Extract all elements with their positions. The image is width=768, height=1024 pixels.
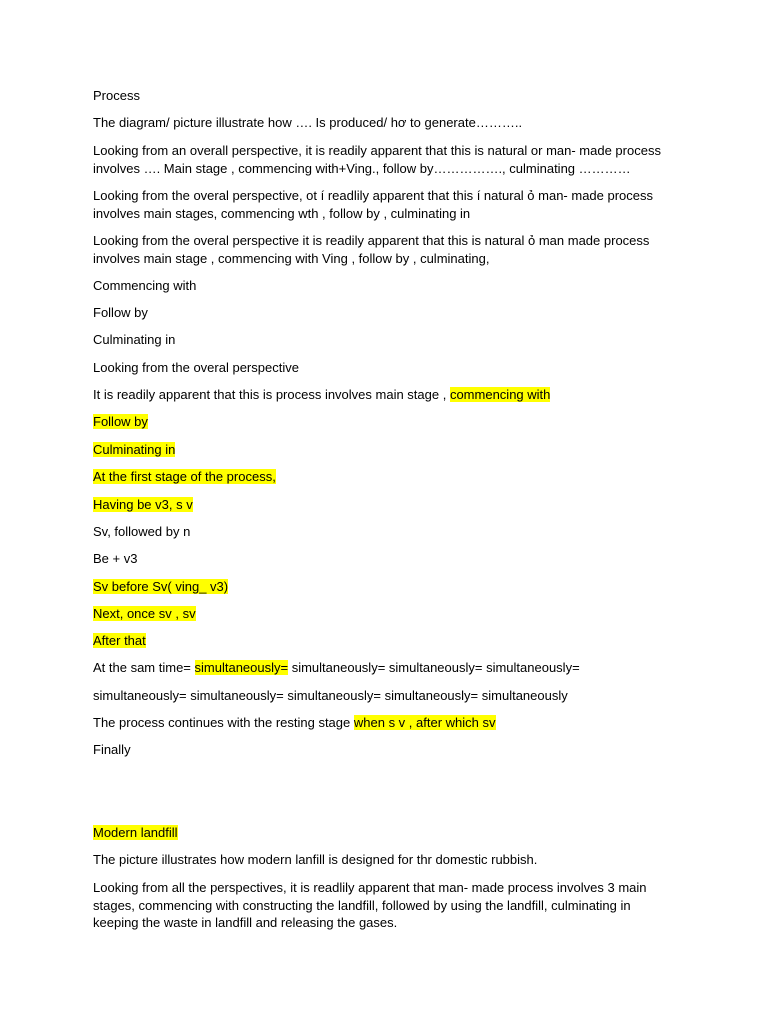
line-follow-by: Follow by [93, 305, 148, 320]
line-followed-by-n: Sv, followed by n [93, 524, 191, 539]
highlighted-text: Culminating in [93, 442, 176, 457]
line-resting-stage [93, 714, 673, 732]
highlighted-text: Modern landfill [93, 825, 178, 840]
line-culminating-in: Culminating in [93, 332, 176, 347]
text-run: It is readily apparent that this is process involves main stage , [93, 387, 450, 402]
text-run: simultaneously= simultaneously= simultaneously= [288, 660, 580, 675]
highlighted-text: Sv before Sv( ving_ v3) [93, 579, 229, 594]
heading-modern-landfill [93, 824, 673, 842]
line-overal-perspective: Looking from the overal perspective [93, 360, 299, 375]
heading-process: Process [93, 88, 140, 103]
paragraph-landfill-overview: Looking from all the perspectives, it is readlily apparent that man- made process involves 3 main stages, commencing with constructing the landfill, followed by using the landfill, culminating in keeping the waste in landfill and releasing the gases. [93, 880, 647, 930]
highlighted-text: After that [93, 633, 146, 648]
line-finally: Finally [93, 742, 131, 757]
highlighted-text: At the first stage of the process, [93, 469, 276, 484]
line-follow-by-highlighted [93, 413, 673, 431]
line-after-that [93, 632, 673, 650]
text-run: At the sam time= [93, 660, 195, 675]
paragraph-diagram-intro: The diagram/ picture illustrate how …. Is produced/ hơ to generate……….. [93, 115, 523, 130]
highlighted-text: simultaneously= [194, 660, 289, 675]
line-commencing-with: Commencing with [93, 278, 197, 293]
paragraph-overview-1: Looking from an overall perspective, it is readily apparent that this is natural or man- made process involves …. Main stage , commencing with+Ving., follow by……………., culminating ………… [93, 143, 661, 176]
line-readily-apparent [93, 386, 673, 404]
line-next-once [93, 605, 673, 623]
line-sv-before [93, 578, 673, 596]
highlighted-text: when s v , after which sv [353, 715, 496, 730]
line-same-time [93, 659, 673, 677]
line-first-stage [93, 468, 673, 486]
highlighted-text: Having be v3, s v [93, 497, 193, 512]
paragraph-landfill-intro: The picture illustrates how modern lanfill is designed for thr domestic rubbish. [93, 852, 538, 867]
paragraph-overview-2: Looking from the overal perspective, ot í readlily apparent that this í natural ỏ man- made process involves main stages, commencing wth , follow by , culminating in [93, 188, 654, 221]
line-simultaneously: simultaneously= simultaneously= simultaneously= simultaneously= simultaneously [93, 688, 568, 703]
text-run: The process continues with the resting stage [93, 715, 354, 730]
line-culminating-highlighted [93, 441, 673, 459]
line-having-be [93, 496, 673, 514]
paragraph-overview-3: Looking from the overal perspective it is readily apparent that this is natural ỏ man made process involves main stage , commencing with Ving , follow by , culminating, [93, 233, 650, 266]
highlighted-text: commencing with [449, 387, 551, 402]
highlighted-text: Next, once sv , sv [93, 606, 196, 621]
line-be-v3: Be + v3 [93, 551, 138, 566]
highlighted-text: Follow by [93, 414, 148, 429]
